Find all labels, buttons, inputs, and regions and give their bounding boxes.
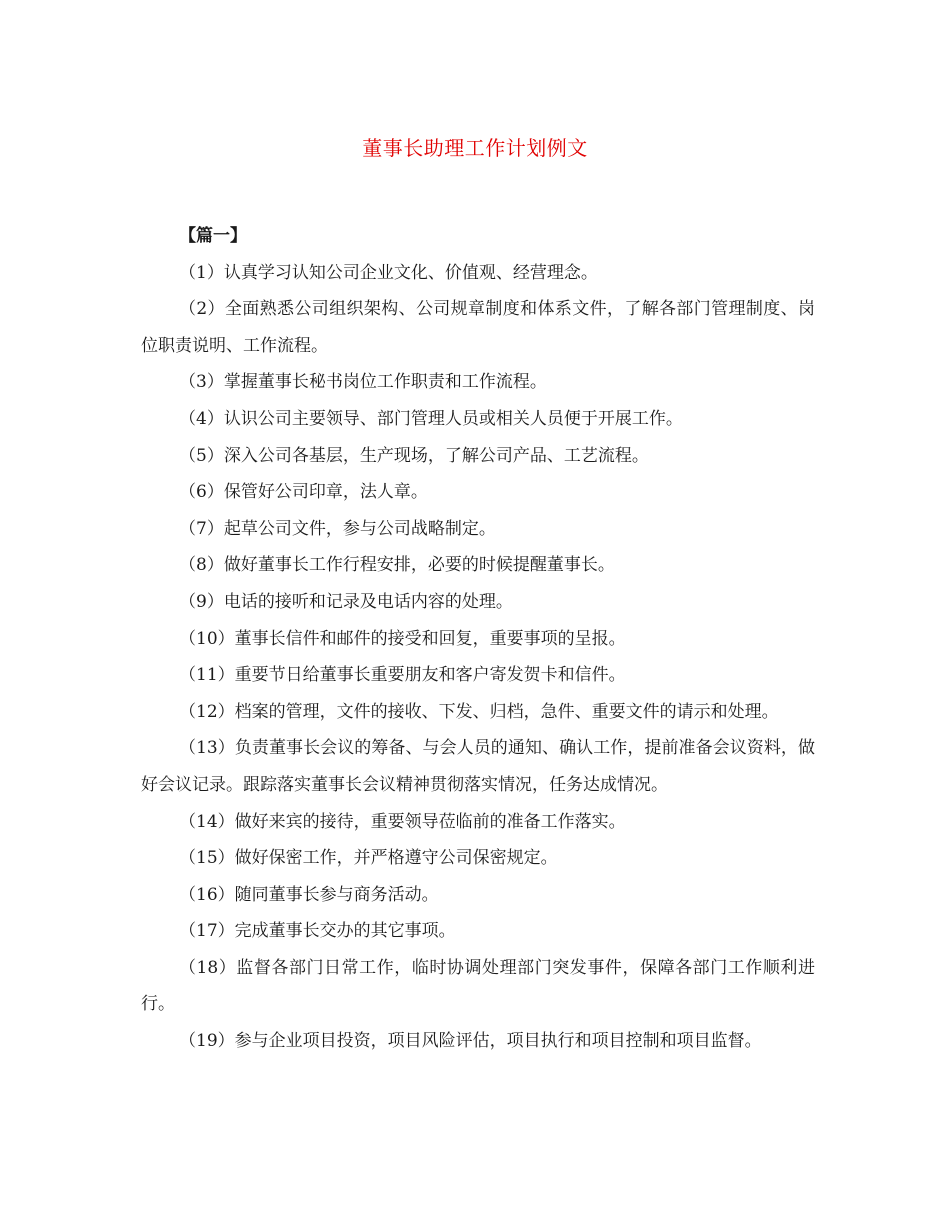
list-item-5: （5）深入公司各基层，生产现场，了解公司产品、工艺流程。 bbox=[179, 445, 649, 466]
list-item-13: （13）负责董事长会议的筹备、与会人员的通知、确认工作，提前准备会议资料，做好会议记录。跟踪落实董事长会议精神贯彻落实情况，任务达成情况。 bbox=[141, 738, 815, 795]
list-item-1: （1）认真学习认知公司企业文化、价值观、经营理念。 bbox=[179, 262, 598, 283]
list-item-10: （10）董事长信件和邮件的接受和回复，重要事项的呈报。 bbox=[179, 628, 626, 649]
list-item-16: （16）随同董事长参与商务活动。 bbox=[179, 884, 439, 905]
document-body bbox=[141, 218, 815, 1060]
list-item-2: （2）全面熟悉公司组织架构、公司规章制度和体系文件，了解各部门管理制度、岗位职责说明、工作流程。 bbox=[141, 299, 815, 356]
document-title: 董事长助理工作计划例文 bbox=[362, 136, 588, 160]
list-item-18: （18）监督各部门日常工作，临时协调处理部门突发事件，保障各部门工作顺利进行。 bbox=[141, 957, 815, 1015]
list-item-3: （3）掌握董事长秘书岗位工作职责和工作流程。 bbox=[179, 372, 547, 393]
list-item-14: （14）做好来宾的接待，重要领导莅临前的准备工作落实。 bbox=[179, 811, 626, 832]
list-item-9: （9）电话的接听和记录及电话内容的处理。 bbox=[179, 591, 513, 612]
list-item-12: （12）档案的管理，文件的接收、下发、归档，急件、重要文件的请示和处理。 bbox=[179, 701, 779, 722]
list-item-17: （17）完成董事长交办的其它事项。 bbox=[179, 921, 456, 942]
list-item-19: （19）参与企业项目投资，项目风险评估，项目执行和项目控制和项目监督。 bbox=[179, 1031, 762, 1052]
list-item-6: （6）保管好公司印章，法人章。 bbox=[179, 482, 428, 503]
list-item-11: （11）重要节日给董事长重要朋友和客户寄发贺卡和信件。 bbox=[179, 665, 626, 686]
list-item-4: （4）认识公司主要领导、部门管理人员或相关人员便于开展工作。 bbox=[179, 408, 683, 429]
list-item-15: （15）做好保密工作，并严格遵守公司保密规定。 bbox=[179, 848, 558, 869]
list-item-8: （8）做好董事长工作行程安排，必要的时候提醒董事长。 bbox=[179, 555, 615, 576]
list-item-7: （7）起草公司文件，参与公司战略制定。 bbox=[179, 518, 496, 539]
section-label: 【篇一】 bbox=[179, 226, 247, 246]
